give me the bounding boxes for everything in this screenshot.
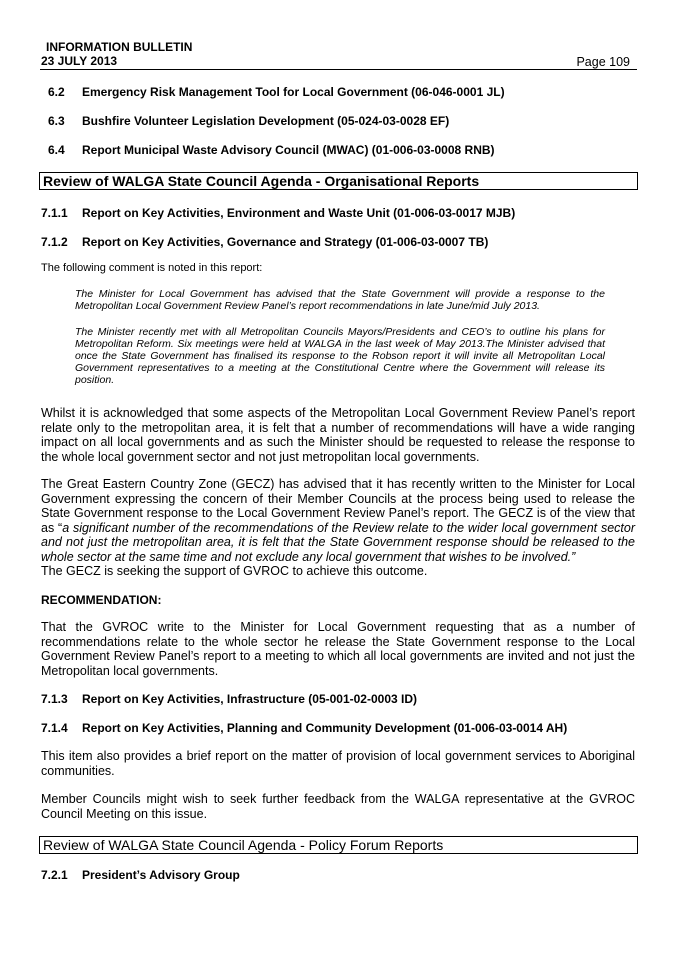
recommendation-text: That the GVROC write to the Minister for Local Government requesting that as a number of recommendations relate to the whole sector he release the State Government response to the Local Government Review Panel’s report to a meeting to which all local governments are invited and not just the Metropolitan local governments. (41, 620, 635, 678)
item-6-2 (48, 85, 505, 99)
bulletin-title: INFORMATION BULLETIN (46, 40, 193, 54)
item-number: 6.2 (48, 85, 65, 99)
section-heading-policy-forum-reports: Review of WALGA State Council Agenda - Policy Forum Reports (39, 836, 638, 854)
page-number: Page 109 (576, 55, 630, 69)
item-6-3 (48, 114, 449, 128)
item-number: 6.4 (48, 143, 65, 157)
gecz-text: The Great Eastern Country Zone (GECZ) has advised that it has recently written to the Minister for Local Government expressing the concern of their Member Councils at the process being used to release the State Government response to the Local Government Review Panel’s report. The GECZ is of the view that as “ (41, 477, 635, 535)
item-number: 7.1.1 (41, 206, 68, 220)
paragraph-acknowledgement: Whilst it is acknowledged that some aspects of the Metropolitan Local Government Review Panel’s report relate only to the metropolitan area, it is felt that a number of recommendations will have a wide ranging impact on all local governments and as such the Minister should be requested to release the response to the whole local government sector and not just metropolitan local governments. (41, 406, 635, 464)
item-7-1-2 (41, 235, 488, 249)
header-rule (40, 69, 637, 70)
item-7-1-4 (41, 721, 567, 735)
recommendation-label: RECOMMENDATION: (41, 593, 162, 607)
bulletin-date: 23 JULY 2013 (41, 54, 118, 68)
item-number: 7.2.1 (41, 868, 68, 882)
item-6-4 (48, 143, 495, 157)
item-number: 7.1.4 (41, 721, 68, 735)
item-number: 6.3 (48, 114, 65, 128)
item-7-2-1 (41, 868, 240, 882)
item-number: 7.1.3 (41, 692, 68, 706)
paragraph-aboriginal-services: This item also provides a brief report on the matter of provision of local government services to Aboriginal communities. (41, 749, 635, 778)
paragraph-gecz (41, 477, 635, 579)
gecz-quote: a significant number of the recommendations of the Review relate to the wider local government sector and not just the metropolitan area, it is felt that the State Government response should be released to the whole sector at the same time and not exclude any local government that wishes to be involved.” (41, 520, 635, 564)
item-7-1-1 (41, 206, 515, 220)
item-title: Report on Key Activities, Governance and Strategy (01-006-03-0007 TB) (82, 235, 489, 249)
quote-minister-meeting: The Minister recently met with all Metropolitan Councils Mayors/Presidents and CEO’s to outline his plans for Metropolitan Reform. Six meetings were held at WALGA in the last week of May 2013.The Minister advised that once the State Government has finalised its response to the Robson report it will invite all Metropolitan Local Government representatives to a meeting at the Constitutional Centre where the Government will release its position. (75, 326, 605, 386)
item-7-1-3 (41, 692, 417, 706)
item-title: President’s Advisory Group (82, 868, 240, 882)
item-number: 7.1.2 (41, 235, 68, 249)
item-title: Report on Key Activities, Planning and Community Development (01-006-03-0014 AH) (82, 721, 568, 735)
quote-minister-response: The Minister for Local Government has advised that the State Government will provide a response to the Metropolitan Local Government Review Panel’s report recommendations in late June/mid July 2013. (75, 288, 605, 312)
intro-text: The following comment is noted in this report: (41, 262, 263, 274)
item-title: Bushfire Volunteer Legislation Development (05-024-03-0028 EF) (82, 114, 450, 128)
item-title: Report Municipal Waste Advisory Council (MWAC) (01-006-03-0008 RNB) (82, 143, 495, 157)
paragraph-feedback: Member Councils might wish to seek further feedback from the WALGA representative at the GVROC Council Meeting on this issue. (41, 792, 635, 821)
item-title: Emergency Risk Management Tool for Local Government (06-046-0001 JL) (82, 85, 505, 99)
section-heading-organisational-reports: Review of WALGA State Council Agenda - Organisational Reports (39, 172, 638, 190)
gecz-support: The GECZ is seeking the support of GVROC to achieve this outcome. (41, 564, 428, 578)
item-title: Report on Key Activities, Infrastructure (05-001-02-0003 ID) (82, 692, 417, 706)
item-title: Report on Key Activities, Environment and Waste Unit (01-006-03-0017 MJB) (82, 206, 516, 220)
